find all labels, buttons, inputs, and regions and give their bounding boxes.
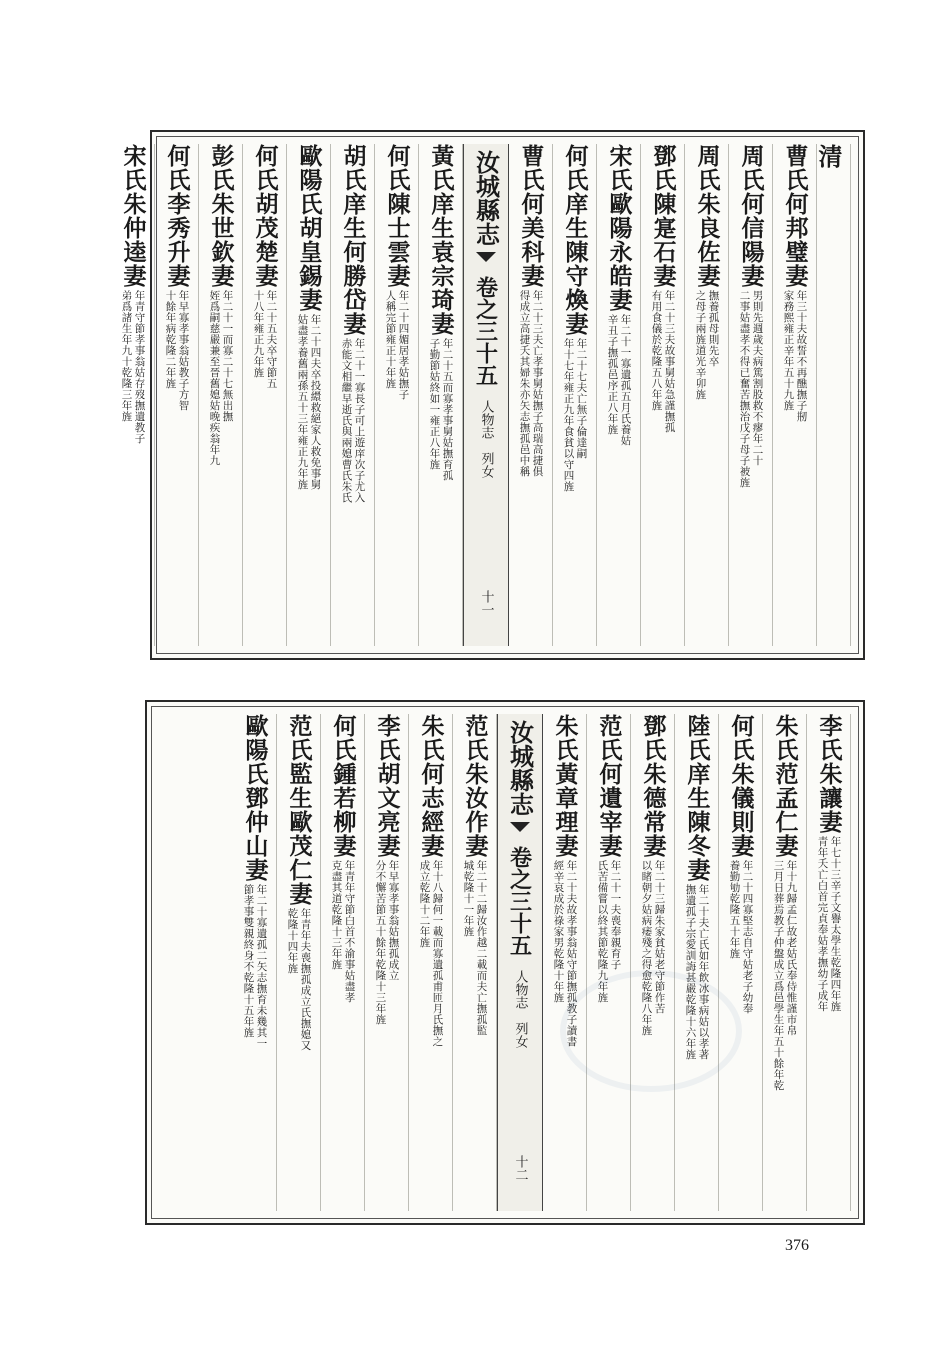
entry-note: 年二十一夫喪奉親育子	[609, 860, 622, 970]
entry-note: 青年夭亡白首完貞奉姑孝撫幼子成年	[816, 836, 829, 1012]
dynasty-mark: 清	[814, 144, 843, 168]
entry-name: 黃氏庠生袁宗琦妻	[427, 144, 455, 336]
entry-note-block	[208, 288, 234, 466]
entry-name: 何氏胡茂楚妻	[251, 144, 279, 288]
entry-note-block	[164, 288, 190, 411]
entry-note: 年二十一寡遺孤五月氏養姑	[619, 314, 632, 446]
entry-note: 撫遺孤子宗愛訓誨甚嚴乾隆十六年旌	[684, 884, 697, 1060]
watermark-seal	[560, 970, 742, 1092]
entry-note-block	[738, 288, 764, 488]
entry-left-2	[365, 714, 409, 1211]
entry-name: 范氏監生歐茂仁妻	[285, 714, 313, 906]
entry-note: 十餘年病乾隆二年旌	[164, 290, 177, 389]
entry-note: 經辛哀成於祿家男乾隆十年旌	[552, 860, 565, 1003]
bottom-page	[145, 700, 865, 1225]
entry-note-block	[252, 288, 278, 389]
entry-name: 范氏何遺宰妻	[595, 714, 623, 858]
entry-note-block	[772, 858, 798, 1091]
entry-note: 男則先週歲夫病篤割股救不瘳年二十	[751, 290, 764, 466]
entry-note: 分不懈苦節五十餘年乾隆十三年旌	[374, 860, 387, 1025]
entry-note: 家務熙雍正辛年五十九旌	[782, 290, 795, 411]
fish-tail-mark	[476, 252, 496, 262]
entry-name: 何氏朱儀則妻	[727, 714, 755, 858]
entry-note: 年二十七夫亡無子倫達嗣	[575, 338, 588, 459]
entry-name: 何氏陳士雲妻	[383, 144, 411, 288]
entry-note: 年二十夫亡氏如年飲冰事病姑以孝著	[697, 884, 710, 1060]
entry-right-4	[631, 714, 675, 1211]
entry-note: 年十九歸孟仁故老姑氏奉侍惟謹市帛	[785, 860, 798, 1036]
entry-note: 節孝事雙親終身不乾隆十五年旌	[242, 884, 255, 1038]
entry-left-2	[331, 144, 375, 646]
chapter-label: 卷之三十五	[506, 846, 533, 956]
entry-note-block	[330, 858, 356, 1003]
entry-note: 乾隆十四年旌	[286, 908, 299, 974]
entry-note: 二事姑盡孝不得已奮苦撫治戊子母子被旌	[738, 290, 751, 488]
entry-note: 年二十寡遺孤二矢志撫育未幾其一	[255, 884, 268, 1049]
entry-left-4	[243, 144, 287, 646]
entry-name: 周氏朱良佐妻	[693, 144, 721, 288]
entry-note: 得成立高捷夭其婦朱亦矢志撫孤邑中稱	[518, 290, 531, 477]
entry-note-block	[296, 312, 322, 490]
entry-note-block	[518, 288, 544, 477]
entry-right-6	[509, 144, 553, 646]
entry-name: 歐陽氏鄧仲山妻	[241, 714, 269, 882]
book-spine	[497, 714, 543, 1211]
entry-name: 朱氏何志經妻	[417, 714, 445, 858]
entry-name: 何氏庠生陳守煥妻	[561, 144, 589, 336]
entry-name: 李氏胡文亮妻	[373, 714, 401, 858]
entry-right-0	[773, 144, 817, 646]
entry-right-2	[719, 714, 763, 1211]
entry-name: 宋氏朱仲逵妻	[119, 144, 147, 288]
entry-note-block	[418, 858, 444, 1047]
entry-name: 曹氏何美科妻	[517, 144, 545, 288]
entry-name: 范氏朱汝作妻	[461, 714, 489, 858]
entry-note: 年二十一而寡二十七無出撫	[221, 290, 234, 422]
entry-note: 弟爲諸生年九十乾隆三年旌	[120, 290, 133, 422]
entry-right-1	[763, 714, 807, 1211]
entry-note: 成立乾隆十二年旌	[418, 860, 431, 948]
entry-note: 年二十四夫卒投繯救絕家人救免事舅	[309, 314, 322, 490]
section-label: 人物志 列女	[512, 970, 528, 1048]
entry-note-block	[606, 312, 632, 446]
entry-note: 年二十一寡長子可上遊庠次子尤入	[353, 338, 366, 503]
entry-note: 有用食儀於乾隆五八年旌	[650, 290, 663, 411]
entry-note: 以睹朝夕姑病痿殘之得愈乾隆八年旌	[640, 860, 653, 1036]
entry-note-block	[428, 336, 454, 481]
entry-name: 何氏鍾若柳妻	[329, 714, 357, 858]
entry-note-block	[728, 858, 754, 1014]
entry-right-3	[641, 144, 685, 646]
entry-note: 年二十二歸汝作越二載而夫亡撫孤監	[475, 860, 488, 1036]
book-title: 汝城縣志	[471, 150, 501, 246]
entry-name: 彭氏朱世欽妻	[207, 144, 235, 288]
entry-left-3	[321, 714, 365, 1211]
entry-note-block	[120, 288, 146, 444]
entry-left-1	[375, 144, 419, 646]
entry-note: 姑盡孝養舊兩孫五十三年雍正九年旌	[296, 314, 309, 490]
entry-note: 子勤節姑終如一雍正八年旌	[428, 338, 441, 470]
entry-note: 年七十三辛子文譽太學生乾隆四年旌	[829, 836, 842, 1012]
entry-right-1	[729, 144, 773, 646]
entry-left-1	[409, 714, 453, 1211]
entry-name: 曹氏何邦璧妻	[781, 144, 809, 288]
entry-note-block	[242, 882, 268, 1049]
entry-note-block	[286, 906, 312, 1051]
entry-note: 年青年守節白首不渝事姑盡孝	[343, 860, 356, 1003]
entry-note-block	[782, 288, 808, 422]
entry-left-0	[419, 144, 463, 646]
entry-left-5	[233, 714, 277, 1211]
entry-name: 陸氏庠生陳冬妻	[683, 714, 711, 882]
entry-note: 年十七年雍正九年食貧以守四旌	[562, 338, 575, 492]
entry-right-5	[587, 714, 631, 1211]
top-page	[119, 130, 865, 660]
entry-note: 年早寡孝事翁姑撫孤成立	[387, 860, 400, 981]
entry-note: 人稱完節雍正十年旌	[384, 290, 397, 389]
entry-note-block	[562, 336, 588, 492]
entry-name: 何氏李秀升妻	[163, 144, 191, 288]
entry-note: 氏苦備嘗以終其節乾隆九年旌	[596, 860, 609, 1003]
entry-note: 撫養孤母則先卒	[707, 290, 720, 367]
entry-note-block	[462, 858, 488, 1036]
leaf-number: 十二	[512, 1155, 528, 1181]
entry-note: 三月日葬焉教子仲盤成立爲邑學生年五十餘年乾	[772, 860, 785, 1091]
entry-note-block	[816, 834, 842, 1012]
entry-note: 年青年夫喪撫孤成立氏撫媳又	[299, 908, 312, 1051]
entry-note: 赤能文相繼早逝氏與兩媳曹氏朱氏	[340, 338, 353, 503]
entry-name: 李氏朱讓妻	[815, 714, 843, 834]
book-title: 汝城縣志	[505, 720, 535, 816]
entry-note-block	[374, 858, 400, 1025]
entry-right-2	[685, 144, 729, 646]
entry-note: 年十八歸何一載而寡遺孤甫匝月氏撫之	[431, 860, 444, 1047]
entry-note: 年二十三夫亡孝事舅姑撫子高瑞高捷俱	[531, 290, 544, 477]
entry-name: 鄧氏陳寔石妻	[649, 144, 677, 288]
entry-left-6	[155, 144, 199, 646]
entry-note: 年三十夫故誓不再醮撫子剏	[795, 290, 808, 422]
entry-note: 年早寡孝事翁姑教子方智	[177, 290, 190, 411]
entry-left-4	[277, 714, 321, 1211]
entry-name: 胡氏庠生何勝岱妻	[339, 144, 367, 336]
entry-note: 克盡其道乾隆十三年旌	[330, 860, 343, 970]
section-label: 人物志 列女	[478, 400, 494, 478]
entry-note-block	[340, 336, 366, 503]
entry-name: 朱氏黃章理妻	[551, 714, 579, 858]
entry-left-7	[111, 144, 155, 646]
entry-right-0	[807, 714, 851, 1211]
entry-note: 之母子兩旌道光辛卯旌	[694, 290, 707, 400]
entry-right-6	[543, 714, 587, 1211]
entry-note-block	[694, 288, 720, 400]
entry-note: 辛丑子撫孤邑序正八年旌	[606, 314, 619, 435]
entry-right-4	[597, 144, 641, 646]
entry-note: 姪爲嗣慈嚴兼至晉舊媳姑晚疾翁年九	[208, 290, 221, 466]
entry-left-3	[287, 144, 331, 646]
entry-note: 年二十五夫卒守節五	[265, 290, 278, 389]
entry-name: 朱氏范孟仁妻	[771, 714, 799, 858]
page-number: 376	[785, 1237, 809, 1254]
entry-note: 養勤劬乾隆五十年旌	[728, 860, 741, 959]
entry-name: 歐陽氏胡皇錫妻	[295, 144, 323, 312]
fish-tail-mark	[510, 822, 530, 832]
entry-note: 年青守節孝事翁姑存歿撫遺教子	[133, 290, 146, 444]
entry-name: 宋氏歐陽永皓妻	[605, 144, 633, 312]
entry-left-0	[453, 714, 497, 1211]
entry-note: 年二十夫故孝事翁姑守節撫孤教子讀書	[565, 860, 578, 1047]
entry-note: 城乾隆十一年旌	[462, 860, 475, 937]
entry-note: 年二十三歸朱家貧姑老守節作苦	[653, 860, 666, 1014]
entry-note: 十八年雍正九年旌	[252, 290, 265, 378]
book-spine	[463, 144, 509, 646]
entry-note: 年二十三夫故事舅姑急謹撫孤	[663, 290, 676, 433]
entry-note: 年二十四媚居孝姑撫子	[397, 290, 410, 400]
entry-note-block	[650, 288, 676, 433]
entry-name: 鄧氏朱德常妻	[639, 714, 667, 858]
entry-note: 年二十四寡堅志自守姑老子幼奉	[741, 860, 754, 1014]
entry-note: 年二十五而寡孝事舅姑撫育孤	[441, 338, 454, 481]
entry-right-5	[553, 144, 597, 646]
chapter-label: 卷之三十五	[472, 276, 499, 386]
leaf-number: 十一	[478, 590, 494, 616]
entry-name: 周氏何信陽妻	[737, 144, 765, 288]
entry-right-3	[675, 714, 719, 1211]
entry-left-5	[199, 144, 243, 646]
entry-note-block	[384, 288, 410, 400]
